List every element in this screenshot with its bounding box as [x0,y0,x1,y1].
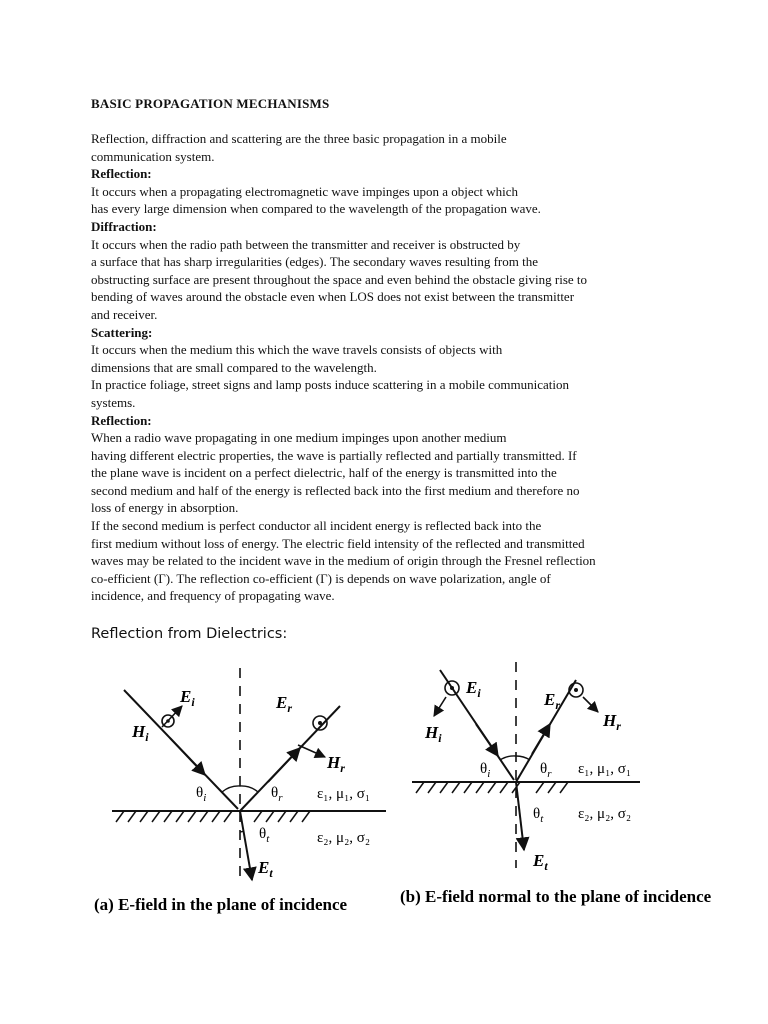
text-line: first medium without loss of energy. The electric field intensity of the reflected and transmitted [91,535,585,551]
text-line: communication system. [91,148,215,164]
label-theta-t-a: $\theta_t$ [259,826,270,845]
label-er-a: $E_r$ [276,693,293,715]
document-title: BASIC PROPAGATION MECHANISMS [91,96,330,111]
text-line: It occurs when a propagating electromagnetic wave impinges upon a object which [91,183,519,199]
label-et-a: $E_t$ [258,858,273,880]
text-line: and receiver. [91,306,158,322]
text-line: co-efficient (Γ). The reflection co-efficient (Γ) is depends on wave polarization, angle of [91,570,551,586]
panel-a [112,668,386,882]
text-line: If the second medium is perfect conductor all incident energy is reflected back into the [91,518,542,534]
label-hr-b: $H_r$ [603,711,621,733]
section-heading: Reflection: [91,166,152,182]
label-ei-b: $E_i$ [466,678,481,700]
label-theta-i-b: $\theta_i$ [480,761,491,780]
text-line: Reflection, diffraction and scattering are the three basic propagation in a mobile [91,131,507,146]
section-heading: Reflection: [91,412,152,428]
hr-vector-b [583,697,598,712]
label-medium1-b: ε₁, μ₁, σ₁ [578,761,632,777]
text-line: has every large dimension when compared to the wavelength of the propagation wave. [91,201,541,217]
text-line: having different electric properties, the wave is partially reflected and partially transmitted. If [91,447,577,463]
label-theta-i-a: $\theta_i$ [196,785,207,804]
caption-a: (a) E-field in the plane of incidence [94,895,348,914]
text-line: incidence, and frequency of propagating wave. [91,588,335,604]
label-theta-r-a: $\theta_r$ [271,785,283,804]
text-line: It occurs when the medium this which the wave travels consists of objects with [91,342,503,358]
label-medium2-a: ε₂, μ₂, σ₂ [317,830,371,846]
hi-vector-b [434,697,446,716]
section-heading: Diffraction: [91,218,157,234]
label-medium2-b: ε₂, μ₂, σ₂ [578,806,632,822]
figure-title: Reflection from Dielectrics: [91,626,288,642]
text-line: a surface that has sharp irregularities (edges). The secondary waves resulting from the [91,254,539,270]
label-theta-t-b: $\theta_t$ [533,806,544,825]
hatching-a [116,811,310,822]
text-line: systems. [91,394,136,410]
hr-vector-a [298,745,325,757]
label-et-b: $E_t$ [533,851,548,873]
text-line: the plane wave is incident on a perfect dielectric, half of the energy is transmitted into the [91,465,557,481]
label-medium1-a: ε₁, μ₁, σ₁ [317,786,371,802]
text-line: In practice foliage, street signs and lamp posts induce scattering in a mobile communication [91,377,569,393]
text-line: dimensions that are small compared to the wavelength. [91,359,377,375]
transmitted-ray-a [240,811,252,880]
section-heading: Scattering: [91,324,153,340]
label-theta-r-b: $\theta_r$ [540,761,552,780]
hatching-b [416,782,568,793]
text-line: obstructing surface are present throughout the space and even behind the obstacle giving rise to [91,271,588,287]
text-line: loss of energy in absorption. [91,500,239,516]
text-line: When a radio wave propagating in one medium impinges upon another medium [91,430,507,446]
panel-a-labels [94,687,370,914]
label-hi-b: $H_i$ [425,723,442,745]
text-line: bending of waves around the obstacle even when LOS does not exist between the transmitter [91,289,575,305]
text-line: waves may be related to the incident wave in the medium of origin through the Fresnel reflection [91,553,596,569]
panel-b-labels [400,678,712,906]
caption-b: (b) E-field normal to the plane of incidence [400,887,712,906]
transmitted-ray-b [516,782,524,850]
text-line: It occurs when the radio path between the transmitter and receiver is obstructed by [91,236,521,252]
label-ei-a: $E_i$ [180,687,195,709]
label-hr-a: $H_r$ [327,753,345,775]
text-line: second medium and half of the energy is reflected back into the first medium and therefore no [91,482,580,498]
label-hi-a: $H_i$ [132,722,149,744]
label-er-b: $E_r$ [544,690,561,712]
